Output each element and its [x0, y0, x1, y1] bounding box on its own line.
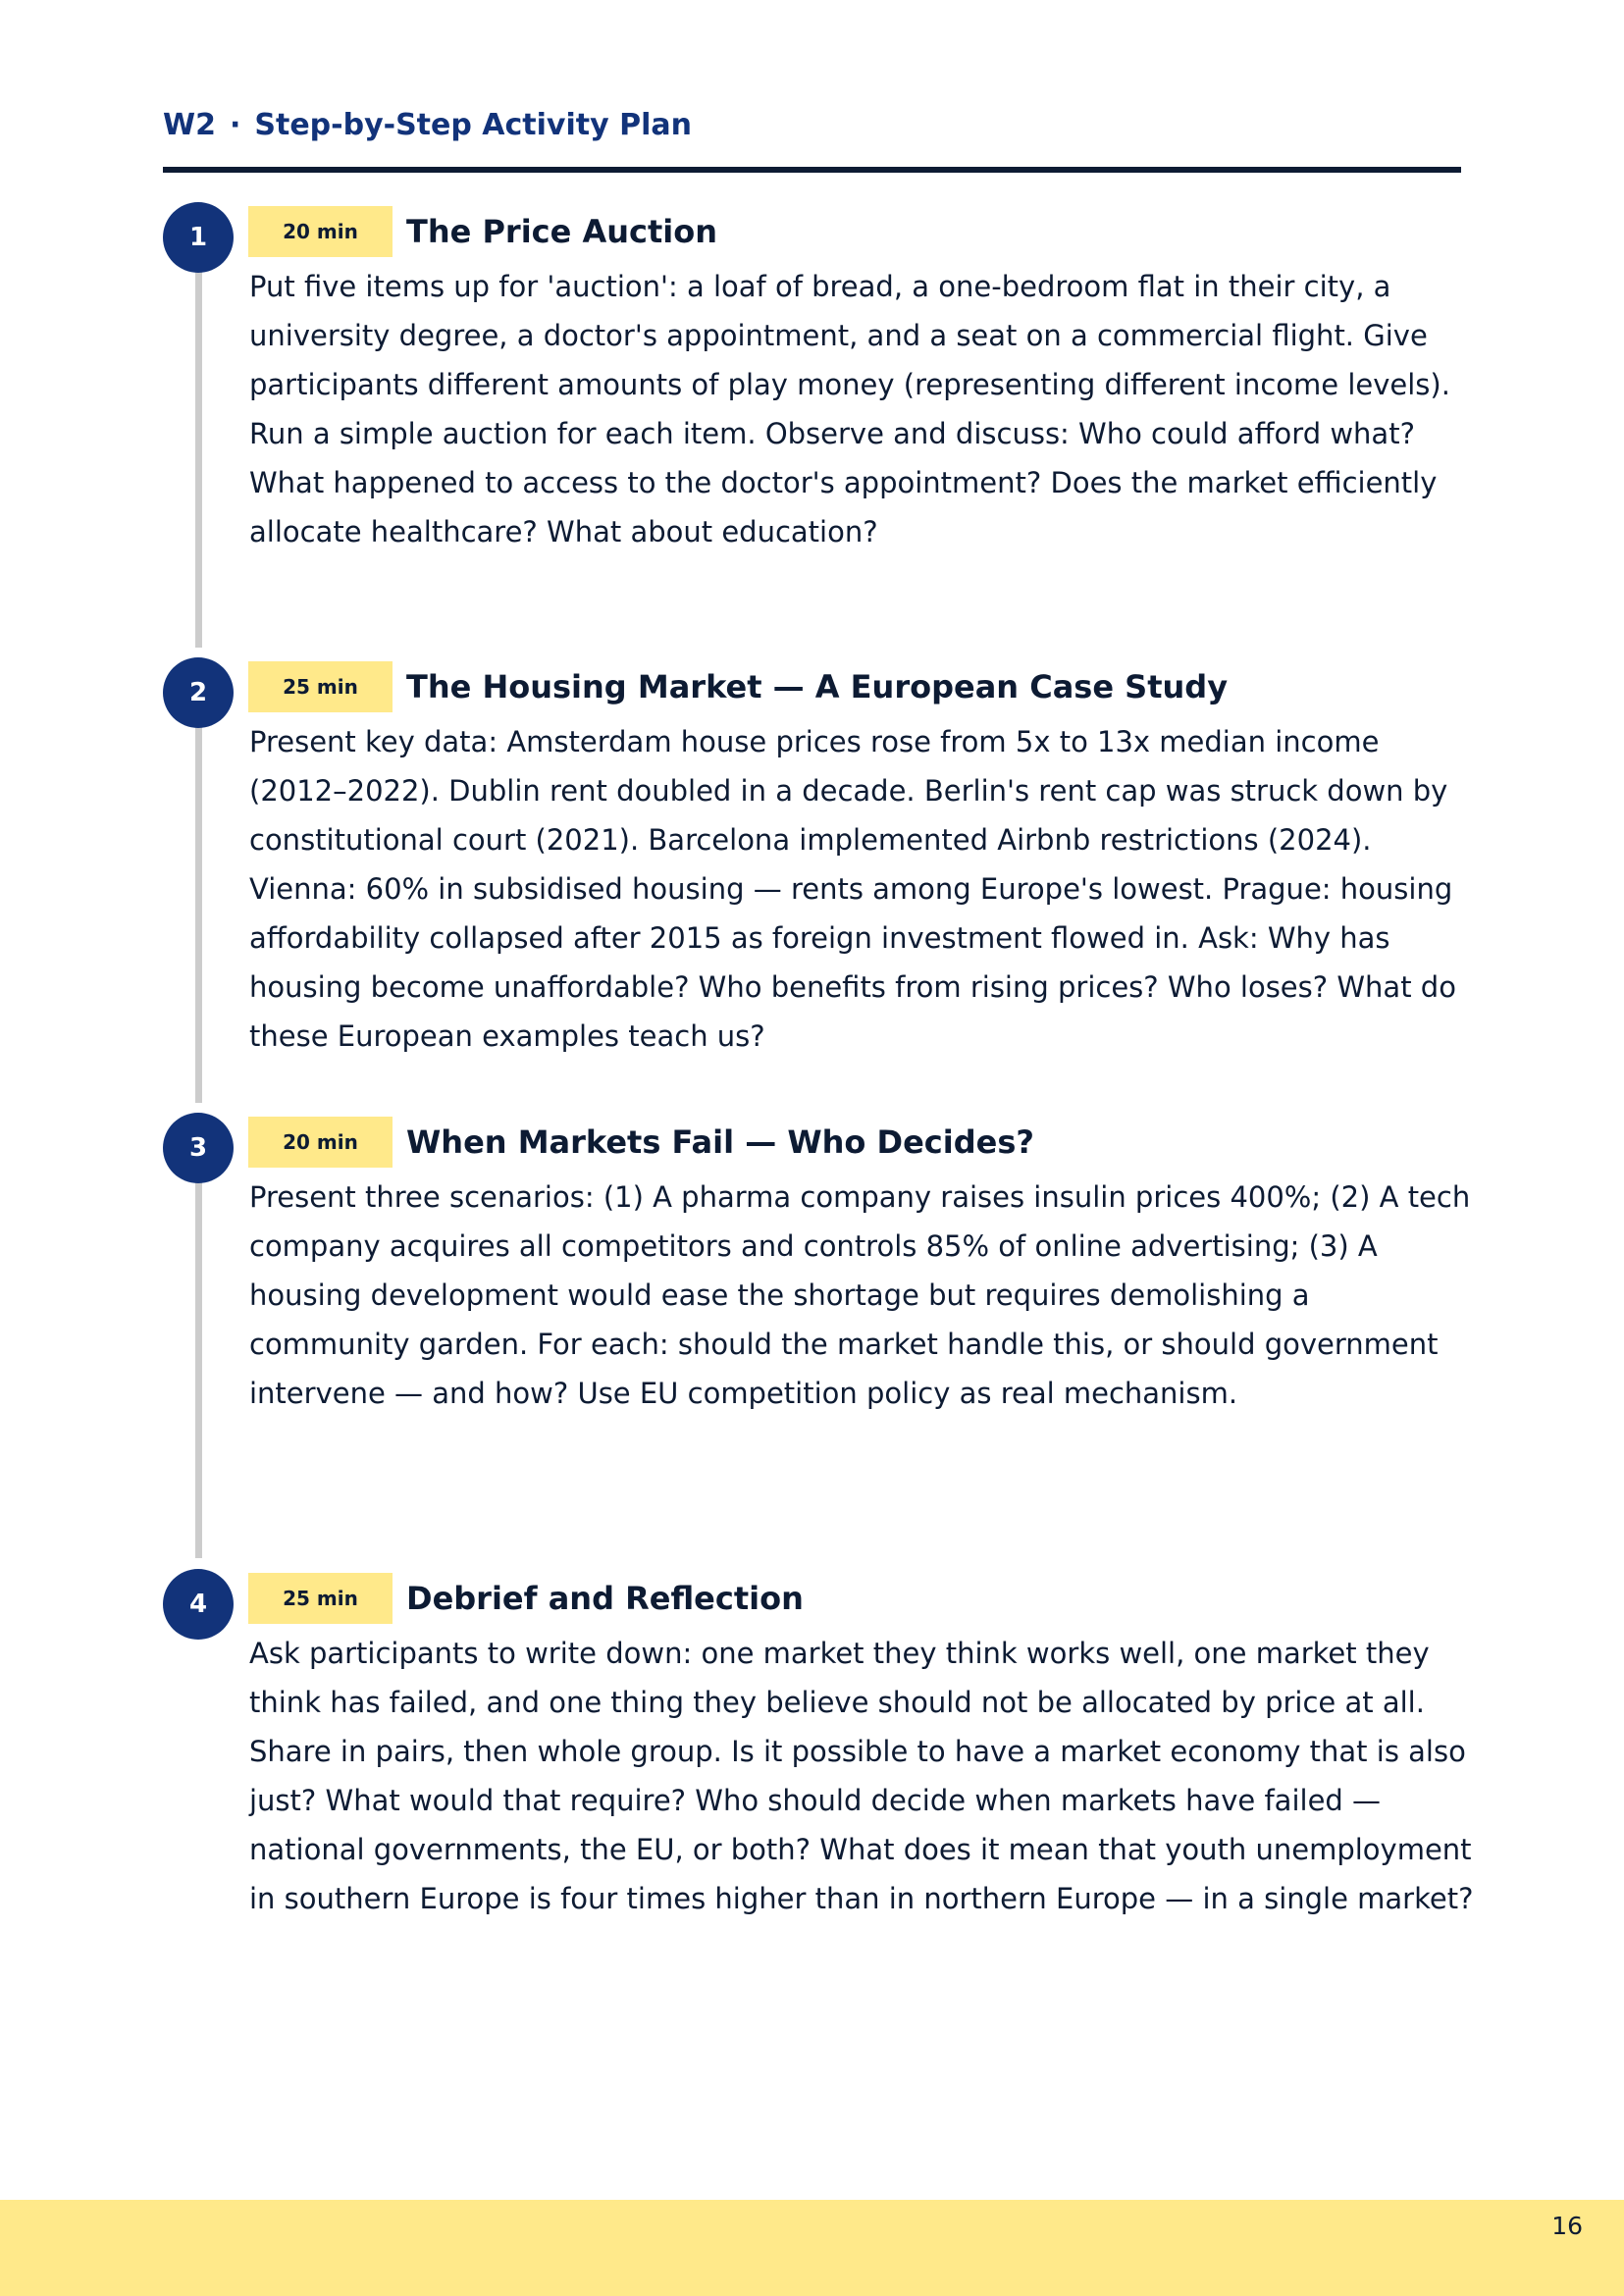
duration-badge: 25 min — [248, 661, 393, 712]
step-number-badge: 1 — [163, 202, 234, 273]
duration-badge: 20 min — [248, 1117, 393, 1168]
step-description: Ask participants to write down: one market they think works well, one market they think has failed, and one thing they believe should not be allocated by price at all. Share in pairs, then whole group. Is it possible to have a market economy that is also just? What would that require? Who should decide when markets have failed — national governments, the EU, or both? What does it mean that youth unemployment in southern Europe is four times higher than in northern Europe — in a single market? — [249, 1637, 1474, 1915]
step-number-badge: 4 — [163, 1569, 234, 1640]
footer-band — [0, 2200, 1624, 2296]
step-title: Debrief and Reflection — [406, 1580, 804, 1617]
duration-badge: 20 min — [248, 206, 393, 257]
step-description: Present three scenarios: (1) A pharma company raises insulin prices 400%; (2) A tech company acquires all competitors and controls 85% of online advertising; (3) A housing development would ease the shortage but requires demolishing a community garden. For each: should the market handle this, or should government intervene — and how? Use EU competition policy as real mechanism. — [249, 1180, 1471, 1410]
page-number: 16 — [1551, 2212, 1583, 2240]
step-title: The Price Auction — [406, 213, 718, 250]
timeline-connector — [195, 691, 202, 1103]
section-code: W2 — [163, 108, 216, 142]
timeline-connector — [195, 235, 202, 648]
step-description: Put five items up for 'auction': a loaf of bread, a one-bedroom flat in their city, a university degree, a doctor's appointment, and a seat on a commercial flight. Give participants different amounts of play money (representing different income levels). Run a simple auction for each item. Observe and discuss: Who could afford what? What happened to access to the doctor's appointment? Does the market efficiently allocate healthcare? What about education? — [249, 270, 1450, 548]
section-title: Step-by-Step Activity Plan — [254, 108, 692, 142]
timeline-connector — [195, 1146, 202, 1558]
step-description: Present key data: Amsterdam house prices rose from 5x to 13x median income (2012–2022). Dublin rent doubled in a decade. Berlin's rent cap was struck down by constitutional court (2021). Barcelona implemented Airbnb restrictions (2024). Vienna: 60% in subsidised housing — rents among Europe's lowest. Prague: housing affordability collapsed after 2015 as foreign investment flowed in. Ask: Why has housing become unaffordable? Who benefits from rising prices? Who loses? What do these European examples teach us? — [249, 725, 1456, 1053]
page-header — [163, 106, 692, 145]
step-number-badge: 3 — [163, 1113, 234, 1183]
header-separator: · — [229, 108, 241, 142]
step-number-badge: 2 — [163, 657, 234, 728]
step-title: When Markets Fail — Who Decides? — [406, 1123, 1034, 1161]
header-divider — [163, 167, 1461, 173]
duration-badge: 25 min — [248, 1573, 393, 1624]
step-title: The Housing Market — A European Case Study — [406, 668, 1229, 705]
